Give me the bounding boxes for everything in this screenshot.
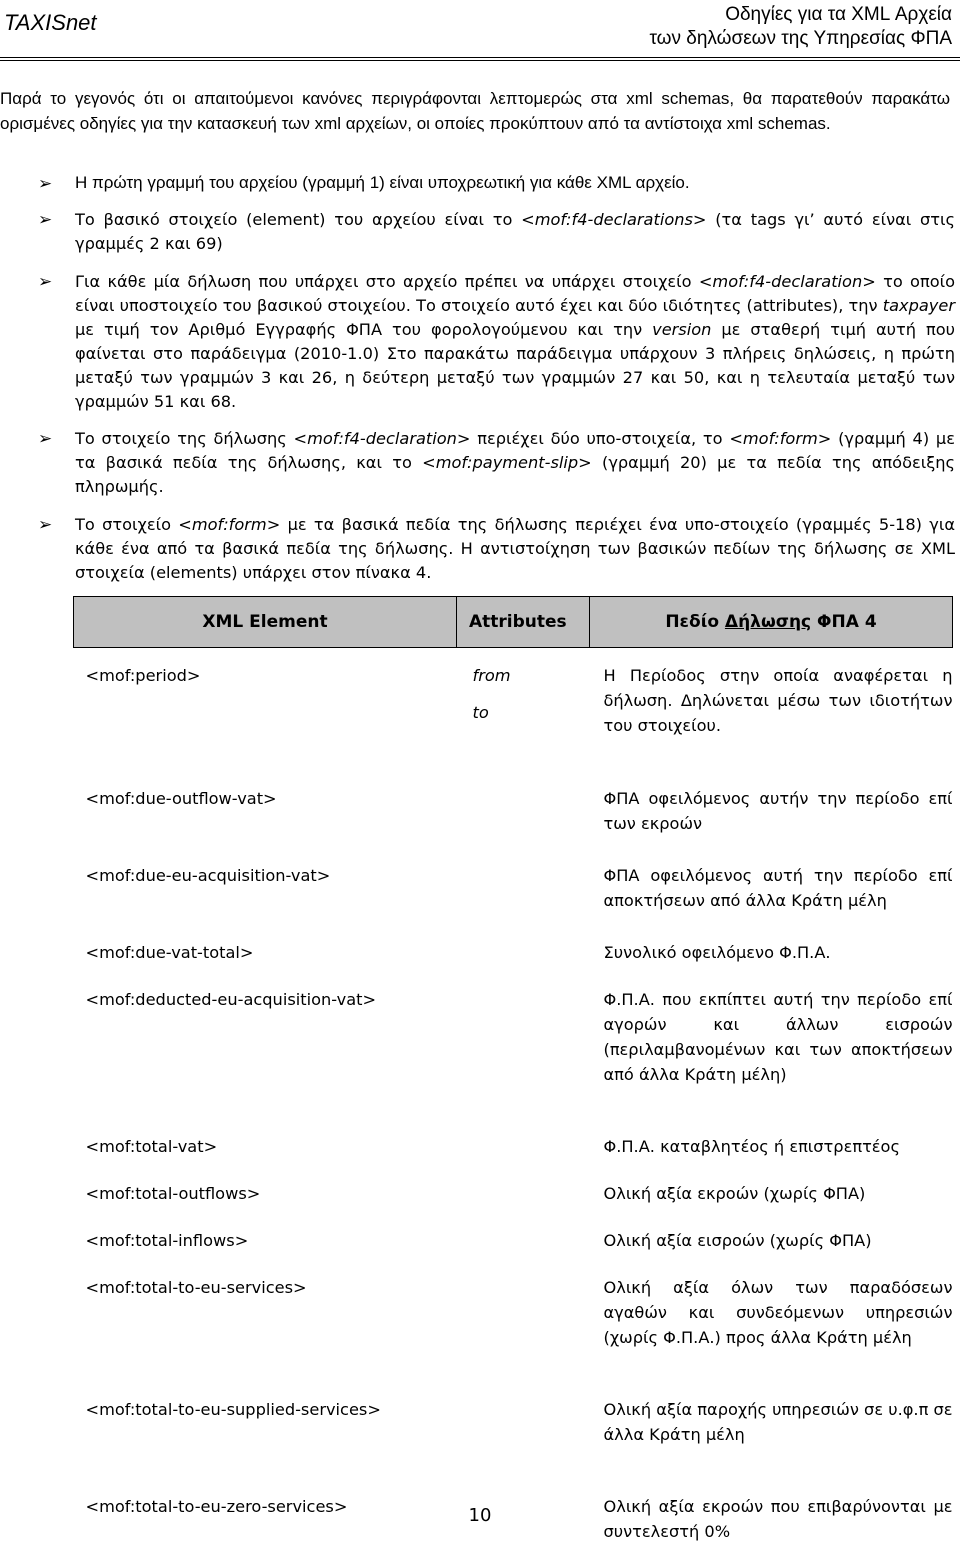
attributes-cell (457, 1350, 590, 1447)
xml-element-cell: <mof:due-eu-acquisition-vat> (85, 866, 331, 885)
bullet-text: Η πρώτη γραμμή του αρχείου (γραμμή 1) είναι υποχρεωτική για κάθε XML αρχείο. (75, 173, 690, 192)
arrow-bullet-icon: ➢ (38, 515, 53, 535)
text-run: (τα tags γι’ αυτό είναι στις γραμμές 2 και 69) (75, 210, 955, 253)
xml-mapping-table (73, 596, 953, 1544)
xml-element-ref: <mof:payment-slip> (422, 453, 592, 472)
xml-element-ref: <mof:f4-declarations> (521, 210, 707, 229)
text-run: (γραμμή 4) με τα βασικά πεδία της δήλωσης, και το (75, 429, 955, 472)
text-run: Το βασικό στοιχείο (element) του αρχείου είναι το (75, 210, 522, 229)
vat-field-cell: Φ.Π.Α. καταβλητέος ή επιστρεπτέος (603, 1137, 900, 1156)
text-run: (γραμμή 20) με τα πεδία της απόδειξης πληρωμής. (75, 453, 955, 496)
xml-element-cell: <mof:total-to-eu-services> (85, 1278, 307, 1297)
bullet-text (75, 427, 955, 499)
table-row (74, 1447, 953, 1544)
text-run: με τιμή τον Αριθμό Εγγραφής ΦΠΑ του φορολογούμενου και την (75, 320, 653, 339)
xml-element-cell: <mof:total-vat> (85, 1137, 218, 1156)
xml-element-cell: <mof:deducted-eu-acquisition-vat> (85, 990, 377, 1009)
xml-element-ref: <mof:form> (729, 429, 832, 448)
header-title-line2: των δηλώσεων της Υπηρεσίας ΦΠΑ (649, 28, 952, 49)
attribute-to: to (472, 703, 489, 722)
arrow-bullet-icon: ➢ (38, 272, 53, 292)
attributes-cell (457, 1447, 590, 1544)
table-row (74, 965, 953, 1087)
attribute-from: from (472, 666, 511, 685)
header-title (649, 3, 952, 51)
vat-field-cell: Φ.Π.Α. που εκπίπτει αυτή την περίοδο επί αγορών και άλλων εισροών (περιλαμβανομένων και των αποκτήσεων από άλλα Κράτη μέλη) (603, 990, 953, 1084)
xml-element-ref: <mof:f4-declaration> (698, 272, 876, 291)
table-row (74, 913, 953, 965)
attributes-cell (457, 965, 590, 1087)
attributes-cell (457, 913, 590, 965)
xml-element-cell: <mof:due-vat-total> (85, 943, 254, 962)
header-title-line1: Οδηγίες για τα XML Αρχεία (725, 4, 952, 25)
header-text-underlined: Δήλωσης (724, 612, 812, 632)
column-header-vat-field (590, 597, 953, 648)
attributes-cell (457, 1206, 590, 1253)
table-row (74, 1253, 953, 1350)
vat-field-cell: Ολική αξία εκροών (χωρίς ΦΠΑ) (603, 1184, 866, 1203)
attribute-ref: version (652, 320, 712, 339)
table-row (74, 1087, 953, 1159)
xml-element-cell: <mof:total-outflows> (85, 1184, 261, 1203)
table-row (74, 648, 953, 739)
attributes-cell (457, 648, 590, 739)
table-row (74, 1350, 953, 1447)
page-number: 10 (468, 1505, 492, 1526)
xml-element-ref: <mof:f4-declaration> (293, 429, 471, 448)
page-header (0, 0, 960, 62)
header-brand: TAXISnet (4, 10, 97, 35)
table-row (74, 738, 953, 836)
header-divider-secondary (0, 60, 960, 61)
xml-element-cell: <mof:total-to-eu-zero-services> (85, 1497, 348, 1516)
arrow-bullet-icon: ➢ (38, 210, 53, 230)
vat-field-cell: Η Περίοδος στην οποία αναφέρεται η δήλωση. Δηλώνεται μέσω των ιδιοτήτων του στοιχείου. (603, 666, 953, 735)
bullet-text (75, 513, 955, 585)
text-run: Το στοιχείο της δήλωσης (75, 429, 294, 448)
header-divider (0, 57, 960, 58)
attributes-cell (457, 1087, 590, 1159)
arrow-bullet-icon: ➢ (38, 429, 53, 449)
header-text: ΦΠΑ 4 (811, 612, 877, 632)
xml-element-cell: <mof:total-to-eu-supplied-services> (85, 1400, 381, 1419)
vat-field-cell: Ολική αξία παροχής υπηρεσιών σε υ.φ.π σε άλλα Κράτη μέλη (603, 1400, 953, 1444)
vat-field-cell: Συνολικό οφειλόμενο Φ.Π.Α. (603, 943, 831, 962)
table-row (74, 1206, 953, 1253)
attributes-cell (457, 1159, 590, 1206)
bullet-text (75, 270, 955, 414)
bullet-item-3 (0, 270, 955, 414)
table-header-row (74, 597, 953, 648)
attribute-ref: taxpayer (882, 296, 955, 315)
table-row (74, 1159, 953, 1206)
text-run: με τα βασικά πεδία της δήλωσης περιέχει ένα υπο-στοιχείο (γραμμές 5-18) για κάθε ένα από τα βασικά πεδία της δήλωσης. Η αντιστοίχηση των βασικών πεδίων της δήλωσης σε XML στοιχεία (elements) υπάρχει στον πίνακα 4. (75, 515, 955, 582)
bullet-item-4 (0, 427, 955, 499)
attributes-cell (457, 738, 590, 836)
column-header-xml-element: XML Element (74, 597, 457, 648)
bullet-item-5 (0, 513, 955, 585)
text-run: περιέχει δύο υπο-στοιχεία, το (470, 429, 730, 448)
bullet-item-1 (0, 171, 955, 195)
xml-element-cell: <mof:period> (85, 666, 201, 685)
vat-field-cell: ΦΠΑ οφειλόμενος αυτή την περίοδο επί αποκτήσεων από άλλα Κράτη μέλη (603, 866, 953, 910)
attributes-cell (457, 836, 590, 913)
vat-field-cell: Ολική αξία εισροών (χωρίς ΦΠΑ) (603, 1231, 872, 1250)
xml-element-cell: <mof:total-inflows> (85, 1231, 249, 1250)
vat-field-cell: Ολική αξία όλων των παραδόσεων αγαθών και συνδεόμενων υπηρεσιών (χωρίς Φ.Π.Α.) προς άλλα Κράτη μέλη (603, 1278, 953, 1347)
attributes-cell (457, 1253, 590, 1350)
arrow-bullet-icon: ➢ (38, 174, 53, 193)
xml-element-ref: <mof:form> (178, 515, 281, 534)
header-text: Πεδίο (665, 612, 725, 632)
vat-field-cell: ΦΠΑ οφειλόμενος αυτήν την περίοδο επί των εκροών (603, 789, 953, 833)
vat-field-cell: Ολική αξία εκροών που επιβαρύνονται με συντελεστή 0% (603, 1497, 953, 1541)
text-run: το οποίο είναι υποστοιχείο του βασικού στοιχείου. Το στοιχείο αυτό έχει και δύο ιδιότητες (attributes), την (75, 272, 955, 315)
table-row (74, 836, 953, 913)
bullet-item-2 (0, 208, 955, 256)
xml-element-cell: <mof:due-outflow-vat> (85, 789, 277, 808)
text-run: με σταθερή τιμή αυτή που φαίνεται στο παράδειγμα (2010-1.0) Στο παρακάτω παράδειγμα υπάρχουν 3 πλήρεις δηλώσεις, η πρώτη μεταξύ των γραμμών 3 και 26, η δεύτερη μεταξύ των γραμμών 27 και 50, και η τελευταία μεταξύ των γραμμών 51 και 68. (75, 320, 955, 411)
text-run: Για κάθε μία δήλωση που υπάρχει στο αρχείο πρέπει να υπάρχει στοιχείο (75, 272, 699, 291)
intro-paragraph: Παρά το γεγονός ότι οι απαιτούμενοι κανόνες περιγράφονται λεπτομερώς στα xml schemas, θα παρατεθούν παρακάτω ορισμένες οδηγίες για την κατασκευή των xml αρχείων, οι οποίες προκύπτουν από τα αντίστοιχα xml schemas. (0, 89, 950, 133)
column-header-attributes: Attributes (457, 597, 590, 648)
text-run: Το στοιχείο (75, 515, 179, 534)
bullet-text (75, 208, 955, 256)
